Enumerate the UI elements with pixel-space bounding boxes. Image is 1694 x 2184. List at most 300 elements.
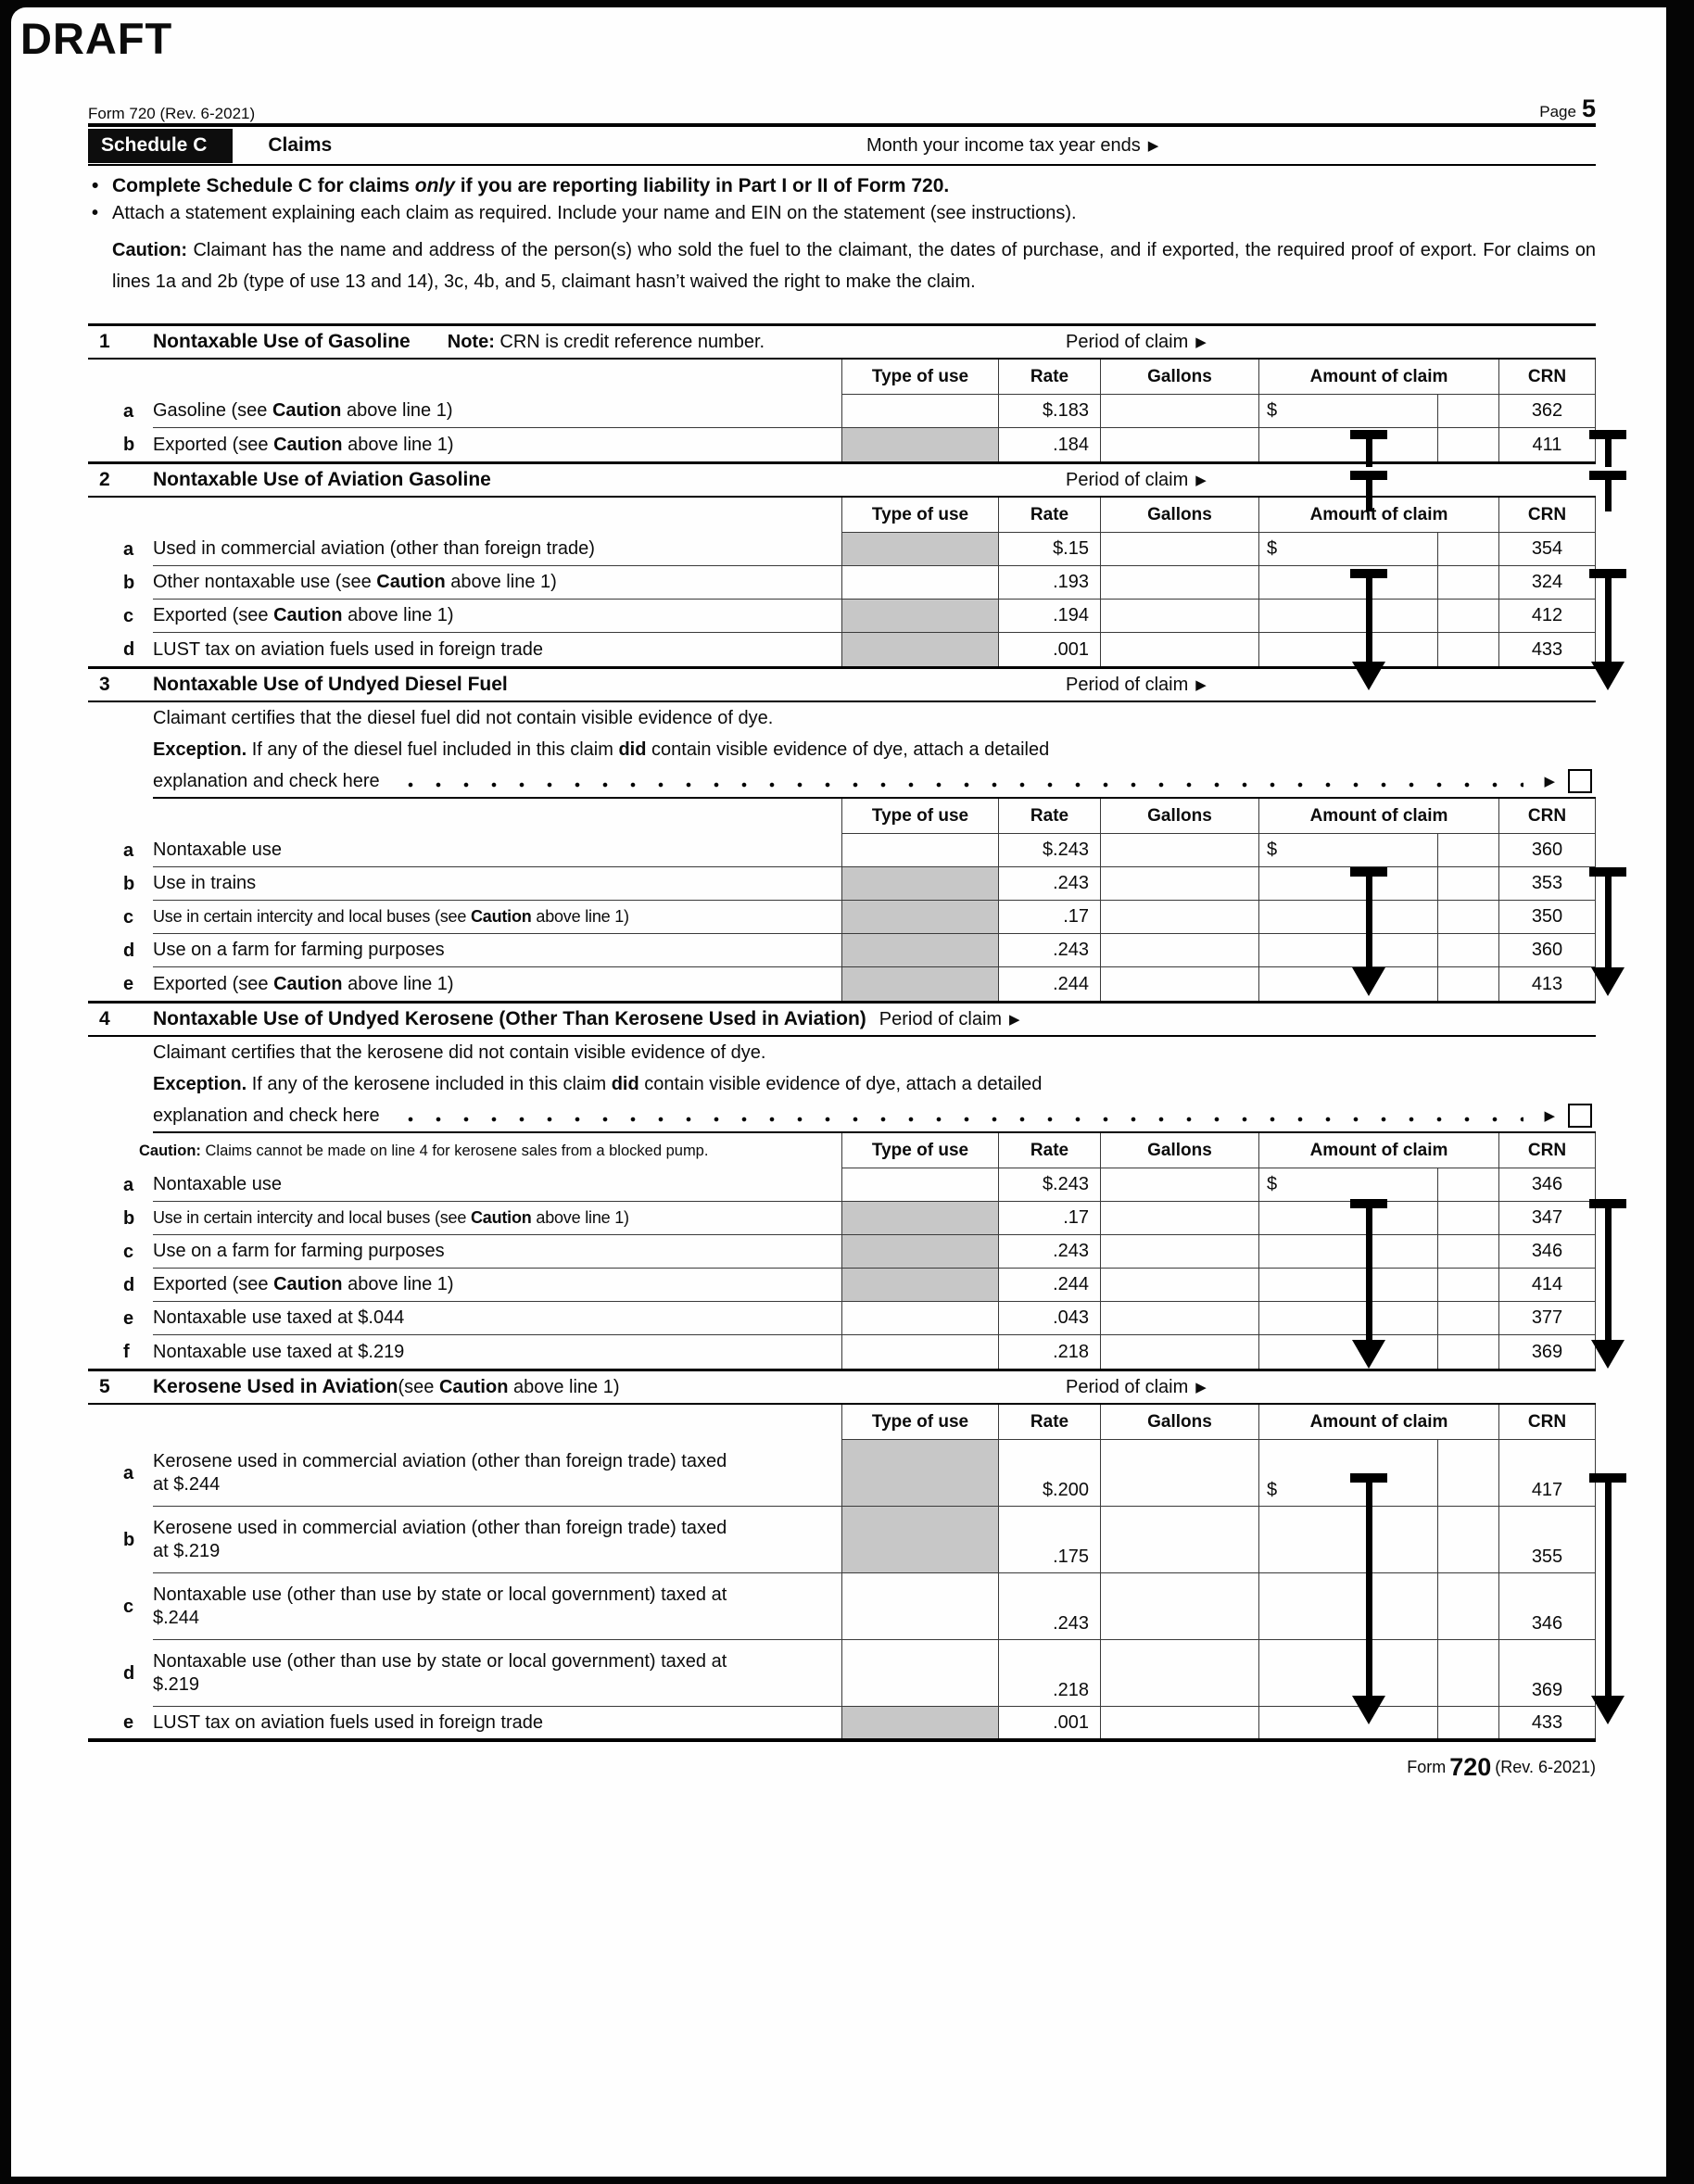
amount-cell[interactable] <box>1258 1335 1437 1369</box>
amount-cents-cell[interactable] <box>1437 967 1498 1001</box>
desc-pre: Other nontaxable use (see <box>153 572 377 592</box>
exception-label: Exception. <box>153 739 247 760</box>
exception-did: did <box>618 739 647 760</box>
desc-pre: Use in trains <box>153 873 257 893</box>
desc-pre: Use on a farm for farming purposes <box>153 940 445 960</box>
draft-arrowhead <box>1591 1340 1624 1369</box>
draft-arrow <box>1589 1199 1626 1342</box>
type-of-use-cell-shaded <box>841 867 998 901</box>
crn-cell: 412 <box>1498 600 1596 633</box>
gallons-cell[interactable] <box>1100 1235 1258 1269</box>
draft-arrow <box>1589 569 1626 663</box>
rate-cell: .243 <box>998 1573 1100 1640</box>
crn-cell: 377 <box>1498 1302 1596 1335</box>
note-bold: Caution <box>438 1376 509 1397</box>
right-arrow-icon: ▶ <box>1147 137 1159 154</box>
row-description <box>153 566 841 600</box>
type-of-use-cell-shaded <box>841 1269 998 1302</box>
gallons-cell[interactable] <box>1100 834 1258 867</box>
amount-cell[interactable] <box>1258 600 1437 633</box>
claim-row-1a <box>88 395 1596 428</box>
schedule-c-box: Schedule C <box>88 129 233 163</box>
gallons-cell[interactable] <box>1100 967 1258 1001</box>
type-of-use-cell-shaded <box>841 1440 998 1507</box>
row-description <box>153 428 841 461</box>
rate-cell: .184 <box>998 428 1100 461</box>
amount-cell[interactable] <box>1258 1302 1437 1335</box>
amount-cell[interactable] <box>1258 834 1437 867</box>
column-header-row <box>88 1405 1596 1440</box>
row-description <box>153 901 841 934</box>
row-letter: e <box>123 973 134 994</box>
footer-form-label: Form <box>1407 1758 1447 1776</box>
row-letter: d <box>123 940 135 961</box>
dollar-sign: $ <box>1267 400 1278 421</box>
amount-cell[interactable] <box>1258 901 1437 934</box>
page-footer <box>88 1742 1596 1781</box>
dye-evidence-checkbox[interactable] <box>1568 769 1592 793</box>
header-spacer <box>88 799 841 834</box>
draft-arrowhead <box>1352 662 1385 690</box>
draft-arrow <box>1589 1473 1626 1698</box>
rate-cell: $.183 <box>998 395 1100 428</box>
desc-post: above line 1) <box>342 973 454 994</box>
amount-cell[interactable] <box>1258 934 1437 967</box>
bullet1-text <box>112 175 949 197</box>
column-header-row <box>88 360 1596 395</box>
row-description <box>153 967 841 1001</box>
amount-cell[interactable] <box>1258 1573 1437 1640</box>
caution-text: Claims cannot be made on line 4 for kerosene sales from a blocked pump. <box>200 1142 709 1159</box>
type-of-use-cell[interactable] <box>841 1640 998 1707</box>
amount-cell[interactable] <box>1258 395 1437 428</box>
exception-did: did <box>611 1073 639 1094</box>
period-label: Period of claim <box>1066 331 1189 352</box>
row-description <box>153 1235 841 1269</box>
note-pre: (see <box>398 1376 439 1397</box>
row-letter: a <box>123 400 134 422</box>
amount-cell[interactable] <box>1258 1707 1437 1738</box>
bullet-icon: • <box>92 175 99 196</box>
rate-cell: .244 <box>998 967 1100 1001</box>
desc-post: above line 1) <box>531 907 629 926</box>
right-arrow-icon: ▶ <box>1544 1108 1555 1124</box>
amount-cents-cell[interactable] <box>1437 1202 1498 1235</box>
note-post: above line 1) <box>508 1376 620 1397</box>
draft-arrowhead <box>1352 1340 1385 1369</box>
row-description <box>153 1507 841 1573</box>
row-letter: c <box>123 1241 134 1262</box>
crn-cell: 414 <box>1498 1269 1596 1302</box>
amount-cell[interactable] <box>1258 1269 1437 1302</box>
amount-cents-cell[interactable] <box>1437 1302 1498 1335</box>
rate-cell: .243 <box>998 867 1100 901</box>
dye-evidence-checkbox[interactable] <box>1568 1104 1592 1128</box>
section-title: Nontaxable Use of Gasoline <box>153 331 411 352</box>
draft-arrowhead <box>1591 967 1624 996</box>
desc-post: above line 1) <box>445 572 557 592</box>
type-of-use-cell[interactable] <box>841 1335 998 1369</box>
crn-note <box>448 332 765 353</box>
crn-cell: 355 <box>1498 1507 1596 1573</box>
gallons-cell[interactable] <box>1100 1202 1258 1235</box>
col-gallons: Gallons <box>1100 498 1258 533</box>
gallons-cell[interactable] <box>1100 1507 1258 1573</box>
dollar-sign: $ <box>1267 538 1278 559</box>
rate-cell: .243 <box>998 934 1100 967</box>
draft-arrow <box>1350 569 1387 663</box>
type-of-use-cell[interactable] <box>841 395 998 428</box>
row-letter: b <box>123 1529 135 1550</box>
amount-cell[interactable] <box>1258 1202 1437 1235</box>
rate-cell: .194 <box>998 600 1100 633</box>
col-gallons: Gallons <box>1100 1133 1258 1168</box>
desc-pre: Gasoline (see <box>153 400 272 421</box>
type-of-use-cell-shaded <box>841 1707 998 1738</box>
desc-pre: Nontaxable use (other than use by state or local government) taxed at $.244 <box>153 1584 727 1628</box>
row-letter: a <box>123 1174 134 1195</box>
gallons-cell[interactable] <box>1100 1335 1258 1369</box>
row-description <box>153 1269 841 1302</box>
desc-bold: Caution <box>273 1274 343 1294</box>
row-letter: d <box>123 638 135 660</box>
gallons-cell[interactable] <box>1100 934 1258 967</box>
period-label: Period of claim <box>1066 674 1189 695</box>
row-letter: a <box>123 840 134 861</box>
amount-cents-cell[interactable] <box>1437 1573 1498 1640</box>
rate-cell: .193 <box>998 566 1100 600</box>
row-description <box>153 600 841 633</box>
right-arrow-icon: ▶ <box>1195 334 1207 350</box>
kerosene-exception <box>88 1068 1596 1100</box>
draft-arrow <box>1350 430 1387 467</box>
amount-cents-cell[interactable] <box>1437 566 1498 600</box>
desc-pre: Kerosene used in commercial aviation (other than foreign trade) taxed at $.244 <box>153 1450 727 1495</box>
amount-cell[interactable] <box>1258 1640 1437 1707</box>
desc-bold: Caution <box>273 605 343 625</box>
period-of-claim <box>879 1009 1020 1030</box>
header-spacer <box>88 1405 841 1440</box>
col-type-of-use: Type of use <box>841 1405 998 1440</box>
desc-pre: Exported (see <box>153 973 274 994</box>
schedule-band <box>88 127 1596 166</box>
desc-bold: Caution <box>273 434 343 455</box>
amount-cents-cell[interactable] <box>1437 1269 1498 1302</box>
draft-arrowhead <box>1591 1696 1624 1724</box>
section-1-header <box>88 323 1596 360</box>
desc-pre: Use on a farm for farming purposes <box>153 1241 445 1261</box>
amount-cell[interactable] <box>1258 867 1437 901</box>
right-arrow-icon: ▶ <box>1544 774 1555 789</box>
section-number: 4 <box>99 1008 110 1029</box>
caution-text: Claimant has the name and address of the person(s) who sold the fuel to the claimant, the dates of purchase, and if exported, the required proof of export. For claims on lines 1a and 2b (type of use 13 and 14), 3c, 4b, and 5, claimant hasn’t waived the right to make the claim. <box>112 240 1596 292</box>
rate-cell: $.15 <box>998 533 1100 566</box>
row-letter: b <box>123 434 135 455</box>
section-title: Nontaxable Use of Undyed Diesel Fuel <box>153 674 508 695</box>
amount-cents-cell[interactable] <box>1437 428 1498 461</box>
type-of-use-cell[interactable] <box>841 1302 998 1335</box>
page-number: 5 <box>1581 95 1596 122</box>
claim-row-4a <box>88 1168 1596 1202</box>
type-of-use-cell[interactable] <box>841 834 998 867</box>
draft-arrowhead <box>1591 662 1624 690</box>
col-rate: Rate <box>998 1133 1100 1168</box>
amount-cell[interactable] <box>1258 1168 1437 1202</box>
draft-arrowhead <box>1352 1696 1385 1724</box>
amount-cents-cell[interactable] <box>1437 1440 1498 1507</box>
draft-arrow <box>1589 430 1626 467</box>
col-crn: CRN <box>1498 498 1596 533</box>
diesel-certification: Claimant certifies that the diesel fuel did not contain visible evidence of dye. <box>153 707 774 728</box>
rate-cell: .175 <box>998 1507 1100 1573</box>
amount-cell[interactable] <box>1258 428 1437 461</box>
gallons-cell[interactable] <box>1100 1440 1258 1507</box>
crn-cell: 362 <box>1498 395 1596 428</box>
exception-pre: If any of the diesel fuel included in this claim <box>247 739 619 760</box>
row-description <box>153 1707 841 1738</box>
type-of-use-cell-shaded <box>841 633 998 666</box>
section-title: Nontaxable Use of Aviation Gasoline <box>153 469 491 490</box>
period-label: Period of claim <box>879 1008 1003 1029</box>
gallons-cell[interactable] <box>1100 633 1258 666</box>
amount-cents-cell[interactable] <box>1437 1168 1498 1202</box>
desc-pre: Use in certain intercity and local buses (see <box>153 1208 471 1227</box>
rate-cell: .001 <box>998 1707 1100 1738</box>
desc-pre: Nontaxable use taxed at $.044 <box>153 1307 405 1328</box>
desc-pre: Exported (see <box>153 434 274 455</box>
right-arrow-icon: ▶ <box>1009 1011 1020 1028</box>
row-letter: c <box>123 605 134 626</box>
col-rate: Rate <box>998 799 1100 834</box>
crn-cell: 411 <box>1498 428 1596 461</box>
section-number: 5 <box>99 1376 110 1397</box>
row-letter: a <box>123 538 134 560</box>
section-number: 3 <box>99 674 110 695</box>
rate-cell: .218 <box>998 1640 1100 1707</box>
bullet1-post: if you are reporting liability in Part I or II of Form 720. <box>454 175 950 196</box>
gallons-cell[interactable] <box>1100 1302 1258 1335</box>
exception-post: contain visible evidence of dye, attach a detailed <box>646 739 1050 760</box>
row-letter: b <box>123 572 135 593</box>
gallons-cell[interactable] <box>1100 867 1258 901</box>
gallons-cell[interactable] <box>1100 1168 1258 1202</box>
amount-cell[interactable] <box>1258 633 1437 666</box>
kerosene-check-here-row <box>88 1100 1596 1131</box>
dollar-sign: $ <box>1267 840 1278 860</box>
desc-pre: Kerosene used in commercial aviation (other than foreign trade) taxed at $.219 <box>153 1517 727 1561</box>
period-label: Period of claim <box>1066 1376 1189 1397</box>
desc-post: above line 1) <box>342 605 454 625</box>
row-letter: e <box>123 1307 134 1329</box>
row-description <box>153 834 841 867</box>
type-of-use-cell-shaded <box>841 600 998 633</box>
type-of-use-cell[interactable] <box>841 1168 998 1202</box>
desc-bold: Caution <box>273 973 343 994</box>
col-gallons: Gallons <box>1100 1405 1258 1440</box>
crn-cell: 413 <box>1498 967 1596 1001</box>
gallons-cell[interactable] <box>1100 600 1258 633</box>
desc-post: above line 1) <box>531 1208 629 1227</box>
row-letter: d <box>123 1662 135 1684</box>
col-crn: CRN <box>1498 360 1596 395</box>
caution-paragraph <box>88 227 1596 323</box>
amount-cents-cell[interactable] <box>1437 834 1498 867</box>
row-letter: d <box>123 1274 135 1295</box>
type-of-use-cell-shaded <box>841 1235 998 1269</box>
check-here-text: explanation and check here <box>153 770 380 791</box>
row-letter: e <box>123 1711 134 1733</box>
col-amount: Amount of claim <box>1258 360 1498 395</box>
claim-row-2a <box>88 533 1596 566</box>
row-description <box>153 1335 841 1369</box>
row-description <box>153 633 841 666</box>
dot-leader <box>393 776 1524 794</box>
amount-cell[interactable] <box>1258 1235 1437 1269</box>
section-number: 1 <box>99 331 110 352</box>
exception-post: contain visible evidence of dye, attach a detailed <box>638 1073 1043 1094</box>
row-description <box>153 1168 841 1202</box>
bullet-complete-schedule <box>88 173 1596 199</box>
rate-cell: .244 <box>998 1269 1100 1302</box>
gallons-cell[interactable] <box>1100 533 1258 566</box>
col-type-of-use: Type of use <box>841 360 998 395</box>
draft-arrow <box>1350 867 1387 969</box>
month-tax-year-text: Month your income tax year ends <box>866 134 1141 156</box>
draft-arrow <box>1589 867 1626 969</box>
amount-cents-cell[interactable] <box>1437 633 1498 666</box>
desc-pre: Exported (see <box>153 605 274 625</box>
crn-cell: 347 <box>1498 1202 1596 1235</box>
section-title: Nontaxable Use of Undyed Kerosene (Other Than Kerosene Used in Aviation) <box>153 1008 866 1029</box>
right-arrow-icon: ▶ <box>1195 472 1207 488</box>
amount-cell[interactable] <box>1258 1440 1437 1507</box>
exception-pre: If any of the kerosene included in this claim <box>247 1073 612 1094</box>
caution-label: Caution: <box>112 240 188 260</box>
page-indicator <box>1539 95 1596 123</box>
row-letter: a <box>123 1462 134 1483</box>
amount-cents-cell[interactable] <box>1437 533 1498 566</box>
gallons-cell[interactable] <box>1100 1573 1258 1640</box>
amount-cents-cell[interactable] <box>1437 867 1498 901</box>
col-type-of-use: Type of use <box>841 1133 998 1168</box>
row-letter: b <box>123 873 135 894</box>
desc-pre: LUST tax on aviation fuels used in foreign trade <box>153 638 543 660</box>
draft-arrowhead <box>1352 967 1385 996</box>
col-type-of-use: Type of use <box>841 498 998 533</box>
dollar-sign: $ <box>1267 1174 1278 1194</box>
amount-cell[interactable] <box>1258 566 1437 600</box>
blocked-pump-caution <box>88 1133 841 1168</box>
amount-cell[interactable] <box>1258 1507 1437 1573</box>
crn-cell: 324 <box>1498 566 1596 600</box>
gallons-cell[interactable] <box>1100 428 1258 461</box>
crn-cell: 354 <box>1498 533 1596 566</box>
rate-cell: $.243 <box>998 1168 1100 1202</box>
rate-cell: .17 <box>998 901 1100 934</box>
type-of-use-cell[interactable] <box>841 566 998 600</box>
column-header-row <box>88 1133 1596 1168</box>
type-of-use-cell-shaded <box>841 1507 998 1573</box>
section-number: 2 <box>99 469 110 490</box>
type-of-use-cell-shaded <box>841 533 998 566</box>
amount-cents-cell[interactable] <box>1437 1335 1498 1369</box>
amount-cents-cell[interactable] <box>1437 1640 1498 1707</box>
gallons-cell[interactable] <box>1100 566 1258 600</box>
amount-cents-cell[interactable] <box>1437 1707 1498 1738</box>
desc-pre: LUST tax on aviation fuels used in foreign trade <box>153 1711 543 1733</box>
type-of-use-cell-shaded <box>841 1202 998 1235</box>
right-arrow-icon: ▶ <box>1195 1379 1207 1395</box>
note-text: CRN is credit reference number. <box>494 331 765 352</box>
draft-arrow <box>1350 471 1387 511</box>
draft-arrow <box>1350 1199 1387 1342</box>
amount-cell[interactable] <box>1258 533 1437 566</box>
col-amount: Amount of claim <box>1258 498 1498 533</box>
bullet1-pre: Complete Schedule C for claims <box>112 175 415 196</box>
bullet-icon: • <box>92 202 99 223</box>
gallons-cell[interactable] <box>1100 901 1258 934</box>
bullet2-text: Attach a statement explaining each claim as required. Include your name and EIN on the statement (see instructions). <box>112 202 1077 223</box>
section-4-header <box>88 1001 1596 1037</box>
period-of-claim <box>1066 675 1207 696</box>
col-gallons: Gallons <box>1100 360 1258 395</box>
bullet1-italic: only <box>414 175 455 196</box>
col-amount: Amount of claim <box>1258 1405 1498 1440</box>
amount-cents-cell[interactable] <box>1437 1507 1498 1573</box>
rate-cell: .043 <box>998 1302 1100 1335</box>
footer-revision: (Rev. 6-2021) <box>1495 1758 1596 1776</box>
row-description <box>153 1202 841 1235</box>
gallons-cell[interactable] <box>1100 395 1258 428</box>
crn-cell: 369 <box>1498 1335 1596 1369</box>
claim-row-3a <box>88 834 1596 867</box>
type-of-use-cell[interactable] <box>841 1573 998 1640</box>
form-page <box>11 7 1666 2177</box>
bullet-attach-statement <box>88 199 1596 227</box>
row-letter: c <box>123 906 134 928</box>
diesel-exception <box>88 734 1596 765</box>
amount-cents-cell[interactable] <box>1437 600 1498 633</box>
rate-cell: .243 <box>998 1235 1100 1269</box>
amount-cents-cell[interactable] <box>1437 934 1498 967</box>
col-rate: Rate <box>998 498 1100 533</box>
dollar-sign: $ <box>1267 1480 1278 1500</box>
gallons-cell[interactable] <box>1100 1640 1258 1707</box>
row-letter: f <box>123 1341 130 1362</box>
crn-cell: 433 <box>1498 1707 1596 1738</box>
period-of-claim <box>1066 1377 1207 1398</box>
draft-watermark: DRAFT <box>20 14 173 63</box>
desc-pre: Exported (see <box>153 1274 274 1294</box>
rate-cell: .218 <box>998 1335 1100 1369</box>
row-description <box>153 1302 841 1335</box>
amount-cents-cell[interactable] <box>1437 1235 1498 1269</box>
crn-cell: 346 <box>1498 1235 1596 1269</box>
amount-cell[interactable] <box>1258 967 1437 1001</box>
gallons-cell[interactable] <box>1100 1707 1258 1738</box>
crn-cell: 417 <box>1498 1440 1596 1507</box>
crn-cell: 360 <box>1498 934 1596 967</box>
amount-cents-cell[interactable] <box>1437 901 1498 934</box>
column-header-row <box>88 799 1596 834</box>
desc-pre: Nontaxable use <box>153 1174 282 1194</box>
right-arrow-icon: ▶ <box>1195 676 1207 693</box>
crn-cell: 346 <box>1498 1573 1596 1640</box>
header-spacer <box>88 498 841 533</box>
gallons-cell[interactable] <box>1100 1269 1258 1302</box>
month-tax-year-label <box>866 135 1158 157</box>
amount-cents-cell[interactable] <box>1437 395 1498 428</box>
